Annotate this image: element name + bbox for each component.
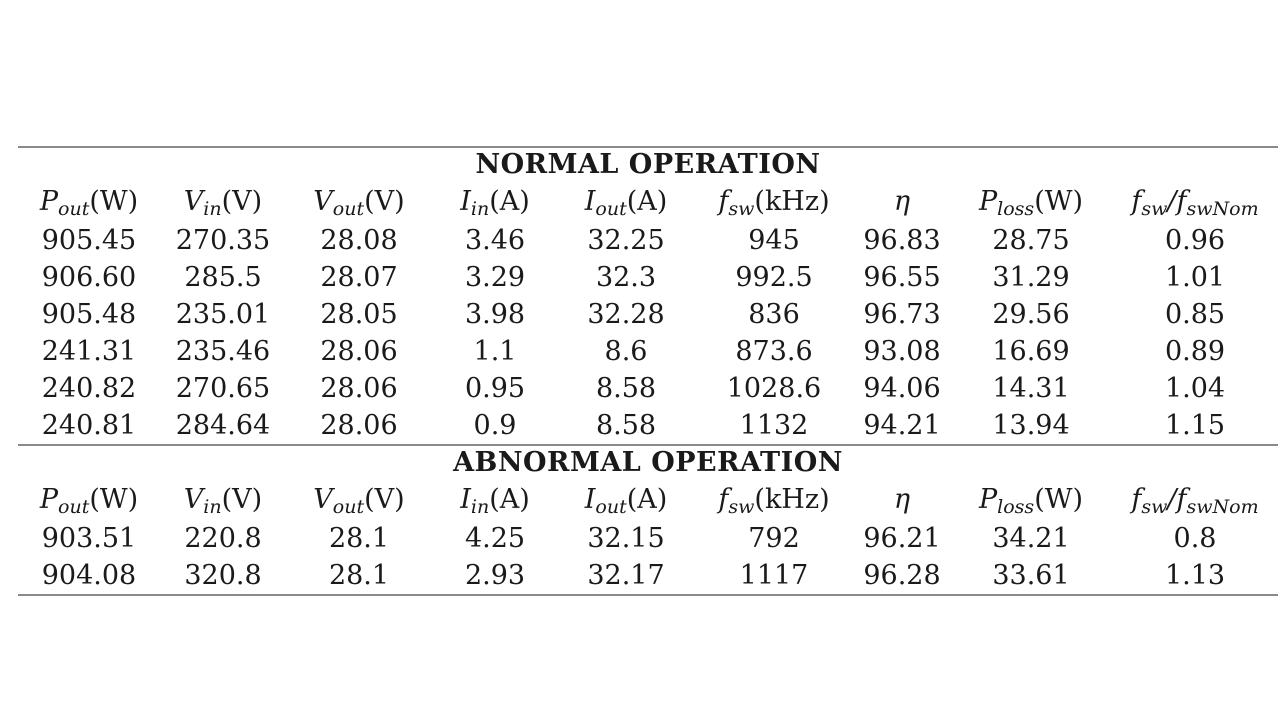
table-cell: 28.06 [320,410,398,441]
table-cell: 0.85 [1164,299,1226,330]
table-cell: 2.93 [464,560,526,591]
table-cell: 32.25 [587,225,665,256]
header-eta: η [893,186,911,217]
table-cell: 270.35 [175,225,271,256]
table-cell: 14.31 [992,373,1070,404]
table-cell: 285.5 [184,262,262,293]
table-cell: 0.9 [473,410,517,441]
table-cell: 28.06 [320,373,398,404]
table-cell: 240.81 [41,410,137,441]
table-cell: 32.17 [587,560,665,591]
table-cell: 31.29 [992,262,1070,293]
table-cell: 96.73 [863,299,941,330]
table-cell: 0.96 [1164,225,1226,256]
abnormal-rows [18,520,1278,594]
table-cell: 32.28 [587,299,665,330]
header-ploss: $P_{loss}(W)$ [978,484,1084,518]
table-cell: 903.51 [41,523,137,554]
table-cell: 8.58 [595,410,657,441]
header-fsw: $f_{sw}(kHz)$ [718,484,830,518]
results-table [18,146,1278,596]
table-cell: 1.01 [1164,262,1226,293]
bottom-rule [18,594,1278,596]
table-cell: 34.21 [992,523,1070,554]
table-cell: 0.89 [1164,336,1226,367]
header-eta: η [893,484,911,515]
table-row [18,407,1278,444]
header-pout: $P_{out}(W)$ [39,186,139,220]
table-cell: 93.08 [863,336,941,367]
table-cell: 906.60 [41,262,137,293]
table-row [18,333,1278,370]
table-cell: 32.3 [595,262,657,293]
table-cell: 1.13 [1164,560,1226,591]
table-cell: 235.01 [175,299,271,330]
table-cell: 836 [748,299,800,330]
header-fsw: $f_{sw}(kHz)$ [718,186,830,220]
table-cell: 28.1 [328,523,390,554]
table-cell: 94.21 [863,410,941,441]
table-cell: 284.64 [175,410,271,441]
table-cell: 94.06 [863,373,941,404]
table-cell: 28.05 [320,299,398,330]
table-cell: 0.8 [1173,523,1217,554]
table-row [18,370,1278,407]
table-cell: 28.06 [320,336,398,367]
table-cell: 3.29 [464,262,526,293]
table-cell: 0.95 [464,373,526,404]
table-cell: 270.65 [175,373,271,404]
header-iin: $I_{in}(A)$ [460,186,530,220]
header-iout: $I_{out}(A)$ [584,484,668,518]
table-cell: 992.5 [735,262,813,293]
table-cell: 3.46 [464,225,526,256]
table-row [18,557,1278,594]
table-cell: 905.45 [41,225,137,256]
section-title-abnormal: ABNORMAL OPERATION [453,447,843,478]
table-cell: 1.1 [473,336,517,367]
header-iout: $I_{out}(A)$ [584,186,668,220]
header-pout: $P_{out}(W)$ [39,484,139,518]
table-cell: 792 [748,523,800,554]
header-fsw-ratio: $f_{sw}/f_{swNom}$ [1131,186,1259,220]
header-vin: $V_{in}(V)$ [183,186,263,220]
table-cell: 8.58 [595,373,657,404]
header-fsw-ratio: $f_{sw}/f_{swNom}$ [1131,484,1259,518]
table-row [18,222,1278,259]
header-iin: $I_{in}(A)$ [460,484,530,518]
header-vin: $V_{in}(V)$ [183,484,263,518]
table-cell: 4.25 [464,523,526,554]
table-cell: 1.04 [1164,373,1226,404]
table-cell: 33.61 [992,560,1070,591]
table-cell: 1117 [739,560,809,591]
normal-rows [18,222,1278,444]
table-cell: 28.75 [992,225,1070,256]
table-cell: 235.46 [175,336,271,367]
table-cell: 873.6 [735,336,813,367]
header-row-abnormal [18,480,1278,520]
table-cell: 29.56 [992,299,1070,330]
table-cell: 1132 [739,410,809,441]
table-cell: 3.98 [464,299,526,330]
table-cell: 28.08 [320,225,398,256]
table-cell: 220.8 [184,523,262,554]
table-cell: 96.21 [863,523,941,554]
header-ploss: $P_{loss}(W)$ [978,186,1084,220]
table-cell: 96.83 [863,225,941,256]
header-row-normal [18,182,1278,222]
section-title-normal: NORMAL OPERATION [475,149,821,180]
table-row [18,520,1278,557]
table-cell: 96.55 [863,262,941,293]
table-cell: 905.48 [41,299,137,330]
table-cell: 320.8 [184,560,262,591]
table-row [18,296,1278,333]
header-vout: $V_{out}(V)$ [313,484,405,518]
table-cell: 32.15 [587,523,665,554]
table-cell: 1.15 [1164,410,1226,441]
table-row [18,259,1278,296]
table-cell: 945 [748,225,800,256]
table-cell: 1028.6 [726,373,822,404]
header-vout: $V_{out}(V)$ [313,186,405,220]
table-cell: 28.1 [328,560,390,591]
table-cell: 28.07 [320,262,398,293]
table-cell: 904.08 [41,560,137,591]
table-cell: 96.28 [863,560,941,591]
table-cell: 16.69 [992,336,1070,367]
table-cell: 13.94 [992,410,1070,441]
table-cell: 240.82 [41,373,137,404]
table-cell: 241.31 [41,336,137,367]
table-cell: 8.6 [604,336,648,367]
